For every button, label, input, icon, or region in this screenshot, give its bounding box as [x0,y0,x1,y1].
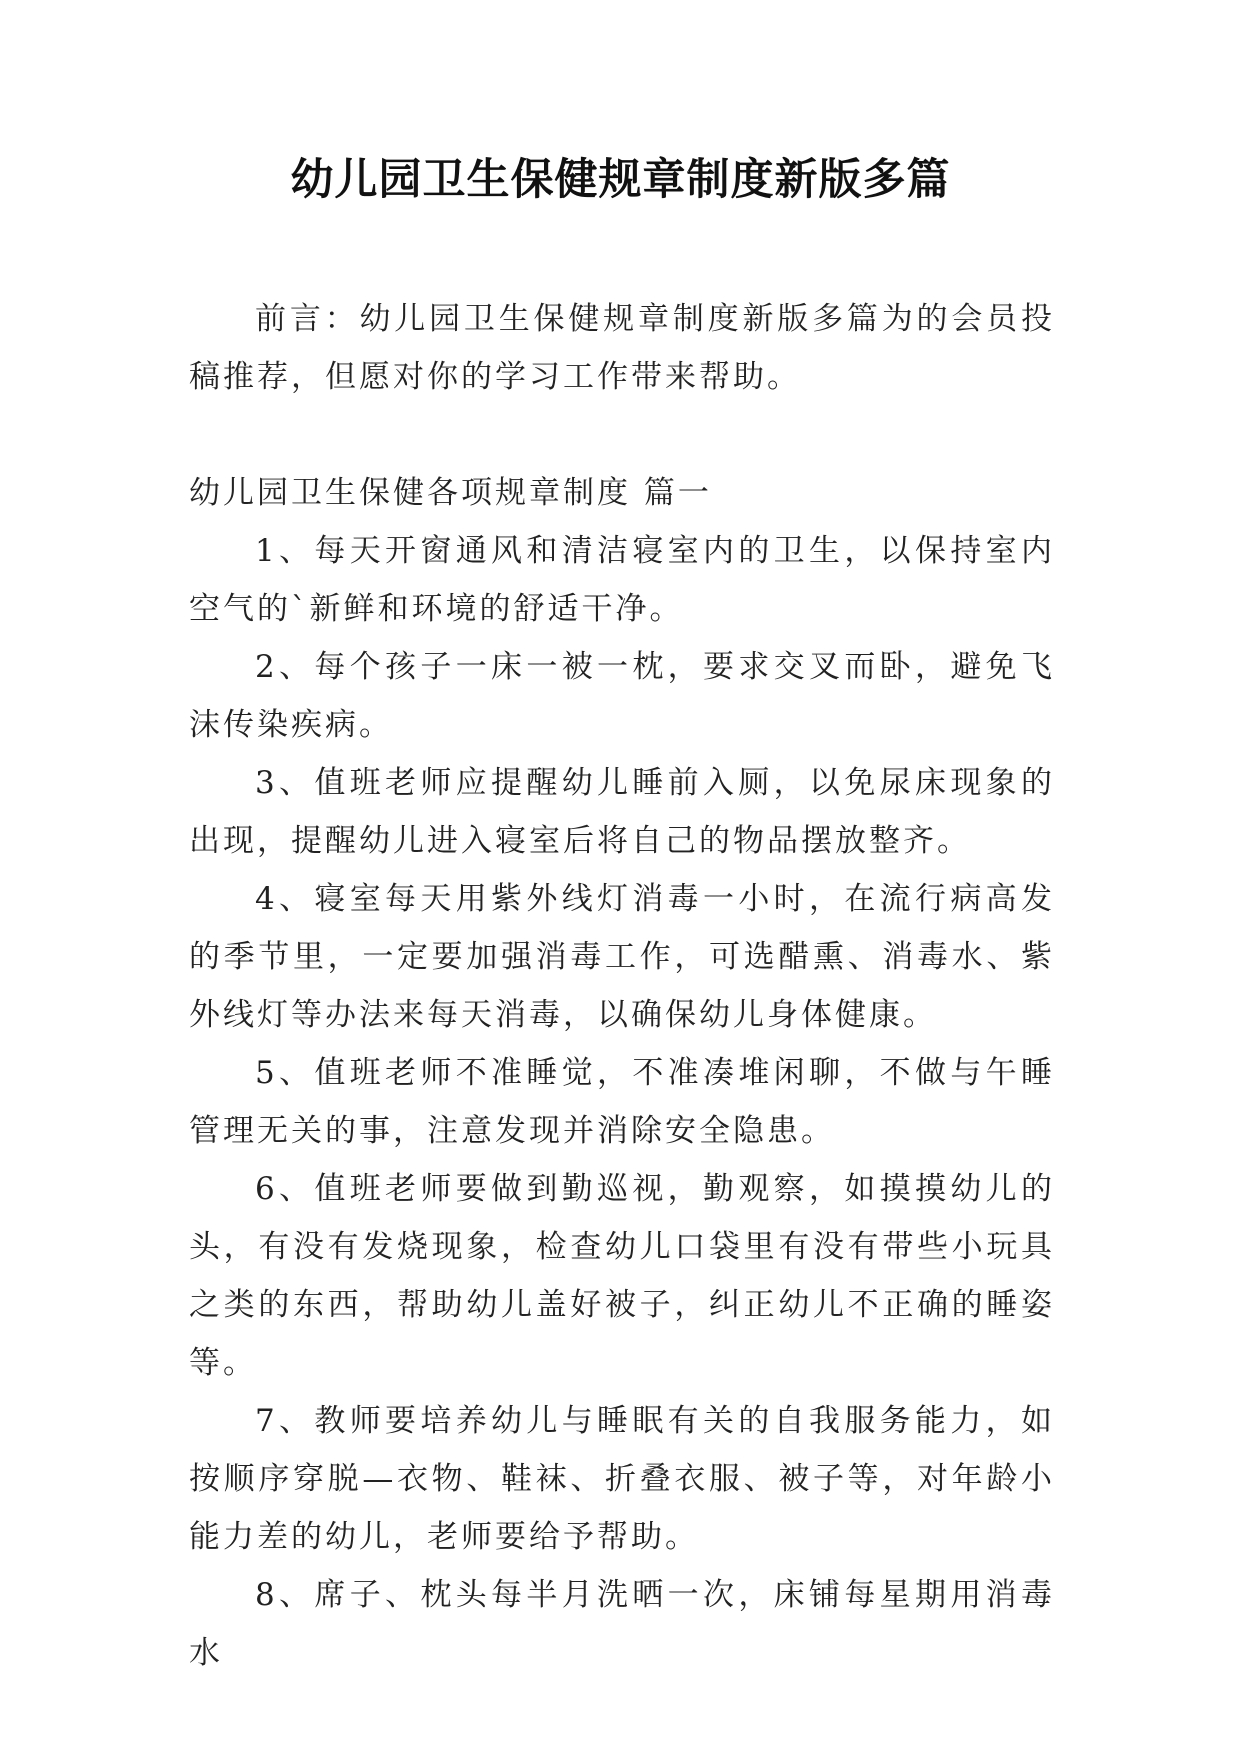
rule-item-1: 1、每天开窗通风和清洁寝室内的卫生，以保持室内空气的`新鲜和环境的舒适干净。 [189,533,1055,627]
rule-item-5: 5、值班老师不准睡觉，不准凑堆闲聊，不做与午睡管理无关的事，注意发现并消除安全隐患。 [189,1055,1055,1149]
document-body [189,290,1055,1682]
preface-paragraph: 前言：幼儿园卫生保健规章制度新版多篇为的会员投稿推荐，但愿对你的学习工作带来帮助。 [189,301,1055,395]
rule-item-4: 4、寝室每天用紫外线灯消毒一小时，在流行病高发的季节里，一定要加强消毒工作，可选醋熏、消毒水、紫外线灯等办法来每天消毒，以确保幼儿身体健康。 [189,881,1055,1033]
document-title: 幼儿园卫生保健规章制度新版多篇 [290,155,951,205]
rule-item-7: 7、教师要培养幼儿与睡眠有关的自我服务能力，如按顺序穿脱—衣物、鞋袜、折叠衣服、被子等，对年龄小能力差的幼儿，老师要给予帮助。 [189,1403,1055,1555]
section-heading: 幼儿园卫生保健各项规章制度 篇一 [189,475,712,511]
rule-item-2: 2、每个孩子一床一被一枕，要求交叉而卧，避免飞沫传染疾病。 [189,649,1055,743]
rule-item-3: 3、值班老师应提醒幼儿睡前入厕，以免尿床现象的出现，提醒幼儿进入寝室后将自己的物品摆放整齐。 [189,765,1055,859]
rule-item-8: 8、席子、枕头每半月洗晒一次，床铺每星期用消毒水 [189,1577,1055,1671]
rule-item-6: 6、值班老师要做到勤巡视，勤观察，如摸摸幼儿的头，有没有发烧现象，检查幼儿口袋里有没有带些小玩具之类的东西，帮助幼儿盖好被子，纠正幼儿不正确的睡姿等。 [189,1171,1055,1381]
